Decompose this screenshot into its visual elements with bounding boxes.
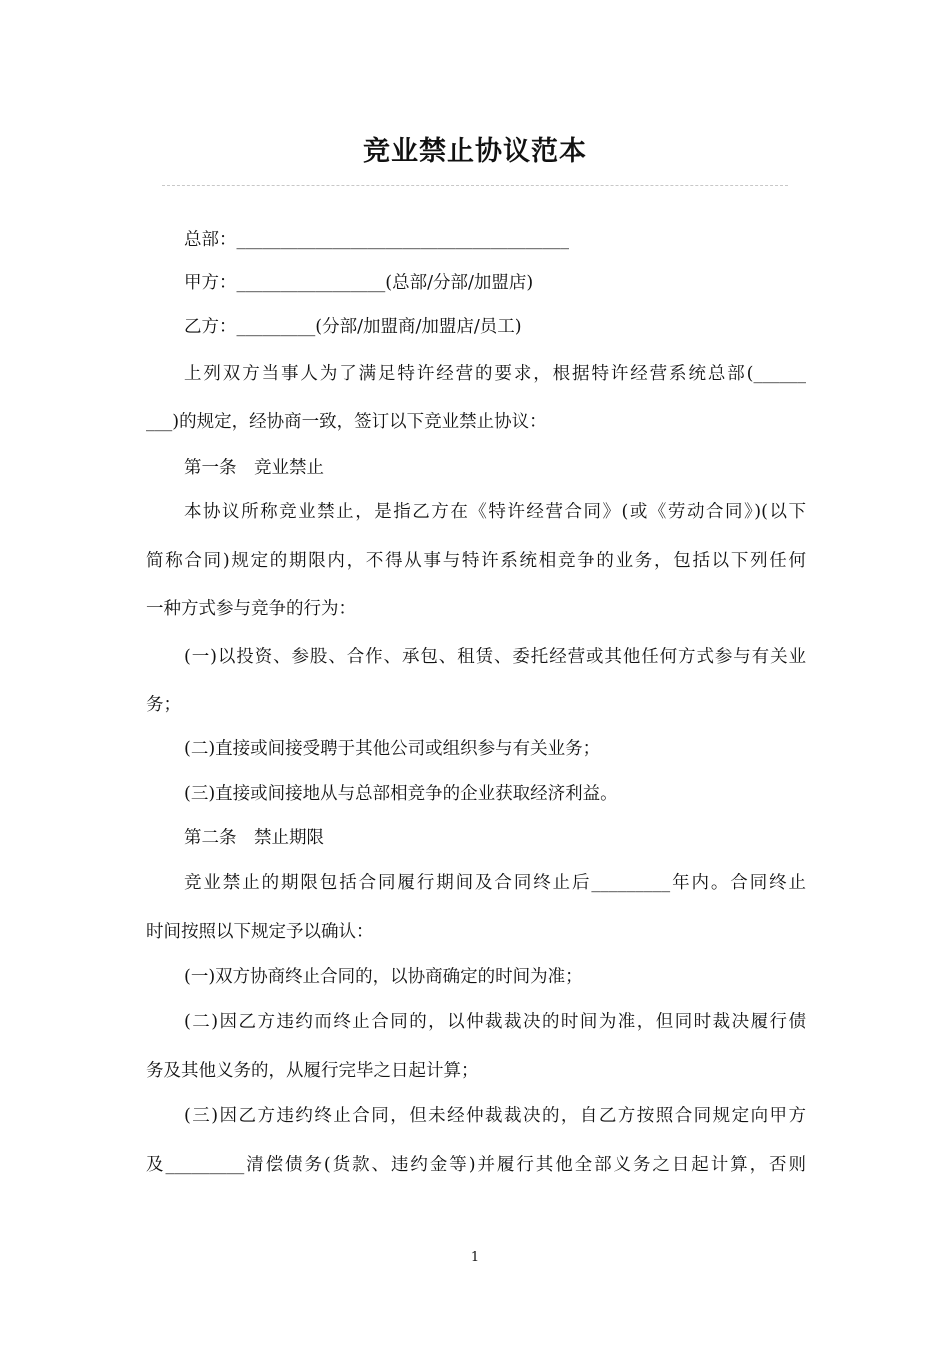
headquarters-line: 总部：______________________________________ — [184, 230, 569, 250]
paragraph-line: (一)双方协商终止合同的，以协商确定的时间为准； — [184, 967, 583, 987]
paragraph-line: 上列双方当事人为了满足特许经营的要求，根据特许经营系统总部(______ — [184, 364, 806, 384]
paragraph-line: 竞业禁止的期限包括合同履行期间及合同终止后_________年内。合同终止 — [184, 873, 806, 893]
article-heading: 第一条 竞业禁止 — [184, 458, 324, 478]
paragraph-line: 时间按照以下规定予以确认： — [146, 922, 374, 942]
document-title: 竞业禁止协议范本 — [363, 136, 587, 167]
article-heading: 第二条 禁止期限 — [184, 828, 324, 848]
paragraph-line: 一种方式参与竞争的行为： — [146, 599, 356, 619]
paragraph-line: 本协议所称竞业禁止，是指乙方在《特许经营合同》(或《劳动合同》)(以下 — [184, 502, 806, 522]
page-number: 1 — [470, 1250, 480, 1265]
paragraph-line: ___)的规定，经协商一致，签订以下竞业禁止协议： — [146, 412, 547, 432]
paragraph-line: (三)因乙方违约终止合同，但未经仲裁裁决的，自乙方按照合同规定向甲方 — [184, 1106, 806, 1126]
paragraph-line: 及_________清偿债务(货款、违约金等)并履行其他全部义务之日起计算，否则 — [146, 1155, 806, 1175]
paragraph-line: (二)直接或间接受聘于其他公司或组织参与有关业务； — [184, 739, 601, 759]
paragraph-line: 简称合同)规定的期限内，不得从事与特许系统相竞争的业务，包括以下列任何 — [146, 551, 806, 571]
paragraph-line: 务及其他义务的，从履行完毕之日起计算； — [146, 1061, 479, 1081]
paragraph-line: (三)直接或间接地从与总部相竞争的企业获取经济利益。 — [184, 784, 618, 804]
party-a-line: 甲方：_________________(总部/分部/加盟店) — [184, 273, 534, 293]
party-b-line: 乙方：_________(分部/加盟商/加盟店/员工) — [184, 317, 522, 337]
paragraph-line: 务； — [146, 695, 181, 715]
title-divider — [162, 185, 788, 186]
paragraph-line: (二)因乙方违约而终止合同的，以仲裁裁决的时间为准，但同时裁决履行债 — [184, 1012, 806, 1032]
paragraph-line: (一)以投资、参股、合作、承包、租赁、委托经营或其他任何方式参与有关业 — [184, 647, 806, 667]
